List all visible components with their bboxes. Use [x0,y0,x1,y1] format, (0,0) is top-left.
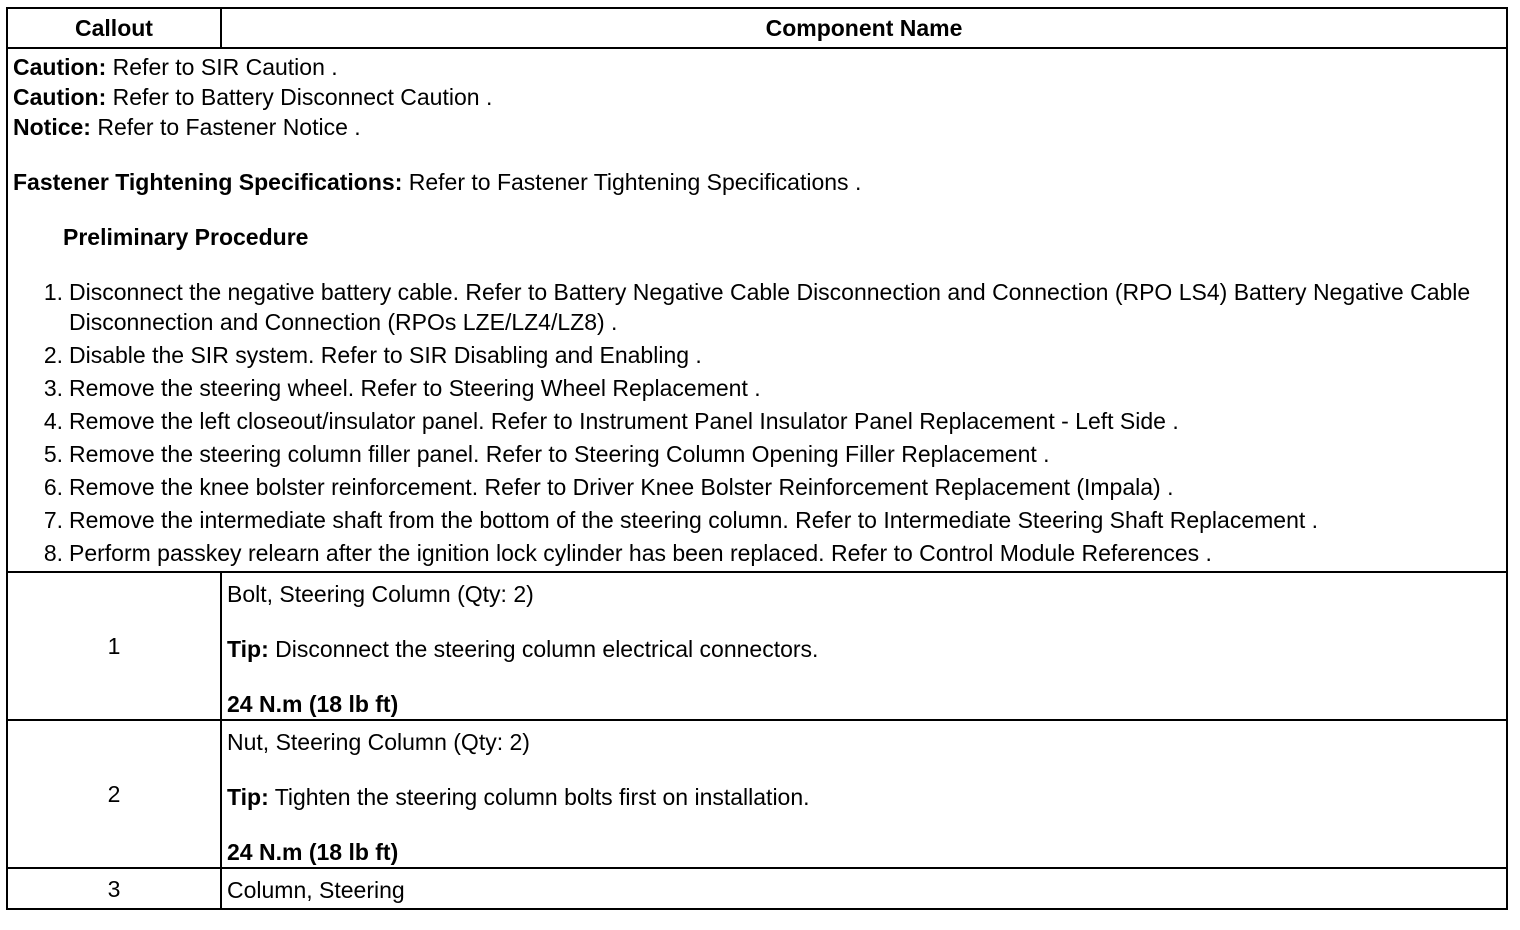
step-item [13,373,1502,406]
step-item [13,472,1502,505]
component-tip [227,782,1501,812]
step-text: Remove the knee bolster reinforcement. Refer to Driver Knee Bolster Reinforcement Replacement (Impala) . [69,474,1174,500]
tip-label: Tip: [227,636,269,662]
step-text: Disconnect the negative battery cable. Refer to Battery Negative Cable Disconnection and Connection (RPO LS4) Battery Negative Cable Disconnection and Connection (RPOs LZE/LZ4/LZ8) . [69,279,1471,335]
note-text: Refer to Fastener Notice . [90,114,361,140]
callout-number: 3 [7,868,221,909]
step-text: Perform passkey relearn after the ignition lock cylinder has been replaced. Refer to Control Module References . [69,540,1212,566]
note-text: Refer to Battery Disconnect Caution . [106,84,493,110]
step-text: Remove the intermediate shaft from the bottom of the steering column. Refer to Intermediate Steering Shaft Replacement . [69,507,1319,533]
note-label: Notice: [13,114,91,140]
torque-spec: 24 N.m (18 lb ft) [227,691,399,717]
callout-number: 2 [7,720,221,868]
preliminary-cell [7,48,1507,572]
step-item [13,406,1502,439]
tip-text: Disconnect the steering column electrical connectors. [268,636,819,662]
callout-number: 1 [7,572,221,720]
step-item [13,538,1502,571]
step-number: 7. [43,507,63,533]
fastener-spec [13,167,1502,197]
procedure-steps [13,277,1502,571]
step-item [13,340,1502,373]
step-text: Remove the left closeout/insulator panel. Refer to Instrument Panel Insulator Panel Replacement - Left Side . [69,408,1179,434]
component-name: Column, Steering [227,877,405,903]
step-item [13,277,1502,340]
step-number: 6. [43,474,63,500]
component-name: Bolt, Steering Column (Qty: 2) [227,581,534,607]
fastener-spec-label: Fastener Tightening Specifications: [13,169,403,195]
note-label: Caution: [13,84,107,110]
step-text: Remove the steering column filler panel. Refer to Steering Column Opening Filler Replacement . [69,441,1050,467]
tip-label: Tip: [227,784,269,810]
table-row [7,572,1507,720]
step-text: Remove the steering wheel. Refer to Steering Wheel Replacement . [69,375,761,401]
step-number: 1. [43,279,63,305]
note-label: Caution: [13,54,107,80]
component-name: Nut, Steering Column (Qty: 2) [227,729,530,755]
preliminary-row [7,48,1507,572]
step-text: Disable the SIR system. Refer to SIR Disabling and Enabling . [69,342,702,368]
torque-spec: 24 N.m (18 lb ft) [227,839,399,865]
table-row [7,868,1507,909]
step-number: 2. [43,342,63,368]
callout-header: Callout [7,8,221,48]
fastener-spec-text: Refer to Fastener Tightening Specifications . [402,169,862,195]
component-name-header: Component Name [221,8,1507,48]
component-cell [221,572,1507,720]
step-number: 8. [43,540,63,566]
notice-fastener [13,112,1502,142]
step-item [13,505,1502,538]
step-number: 4. [43,408,63,434]
tip-text: Tighten the steering column bolts first on installation. [268,784,810,810]
table-row [7,720,1507,868]
component-table [6,7,1508,910]
component-cell [221,720,1507,868]
component-tip [227,634,1501,664]
step-item [13,439,1502,472]
preliminary-procedure-heading: Preliminary Procedure [63,224,309,250]
note-text: Refer to SIR Caution . [106,54,338,80]
step-number: 3. [43,375,63,401]
step-number: 5. [43,441,63,467]
caution-sir [13,52,1502,82]
caution-battery [13,82,1502,112]
header-row [7,8,1507,48]
component-cell [221,868,1507,909]
